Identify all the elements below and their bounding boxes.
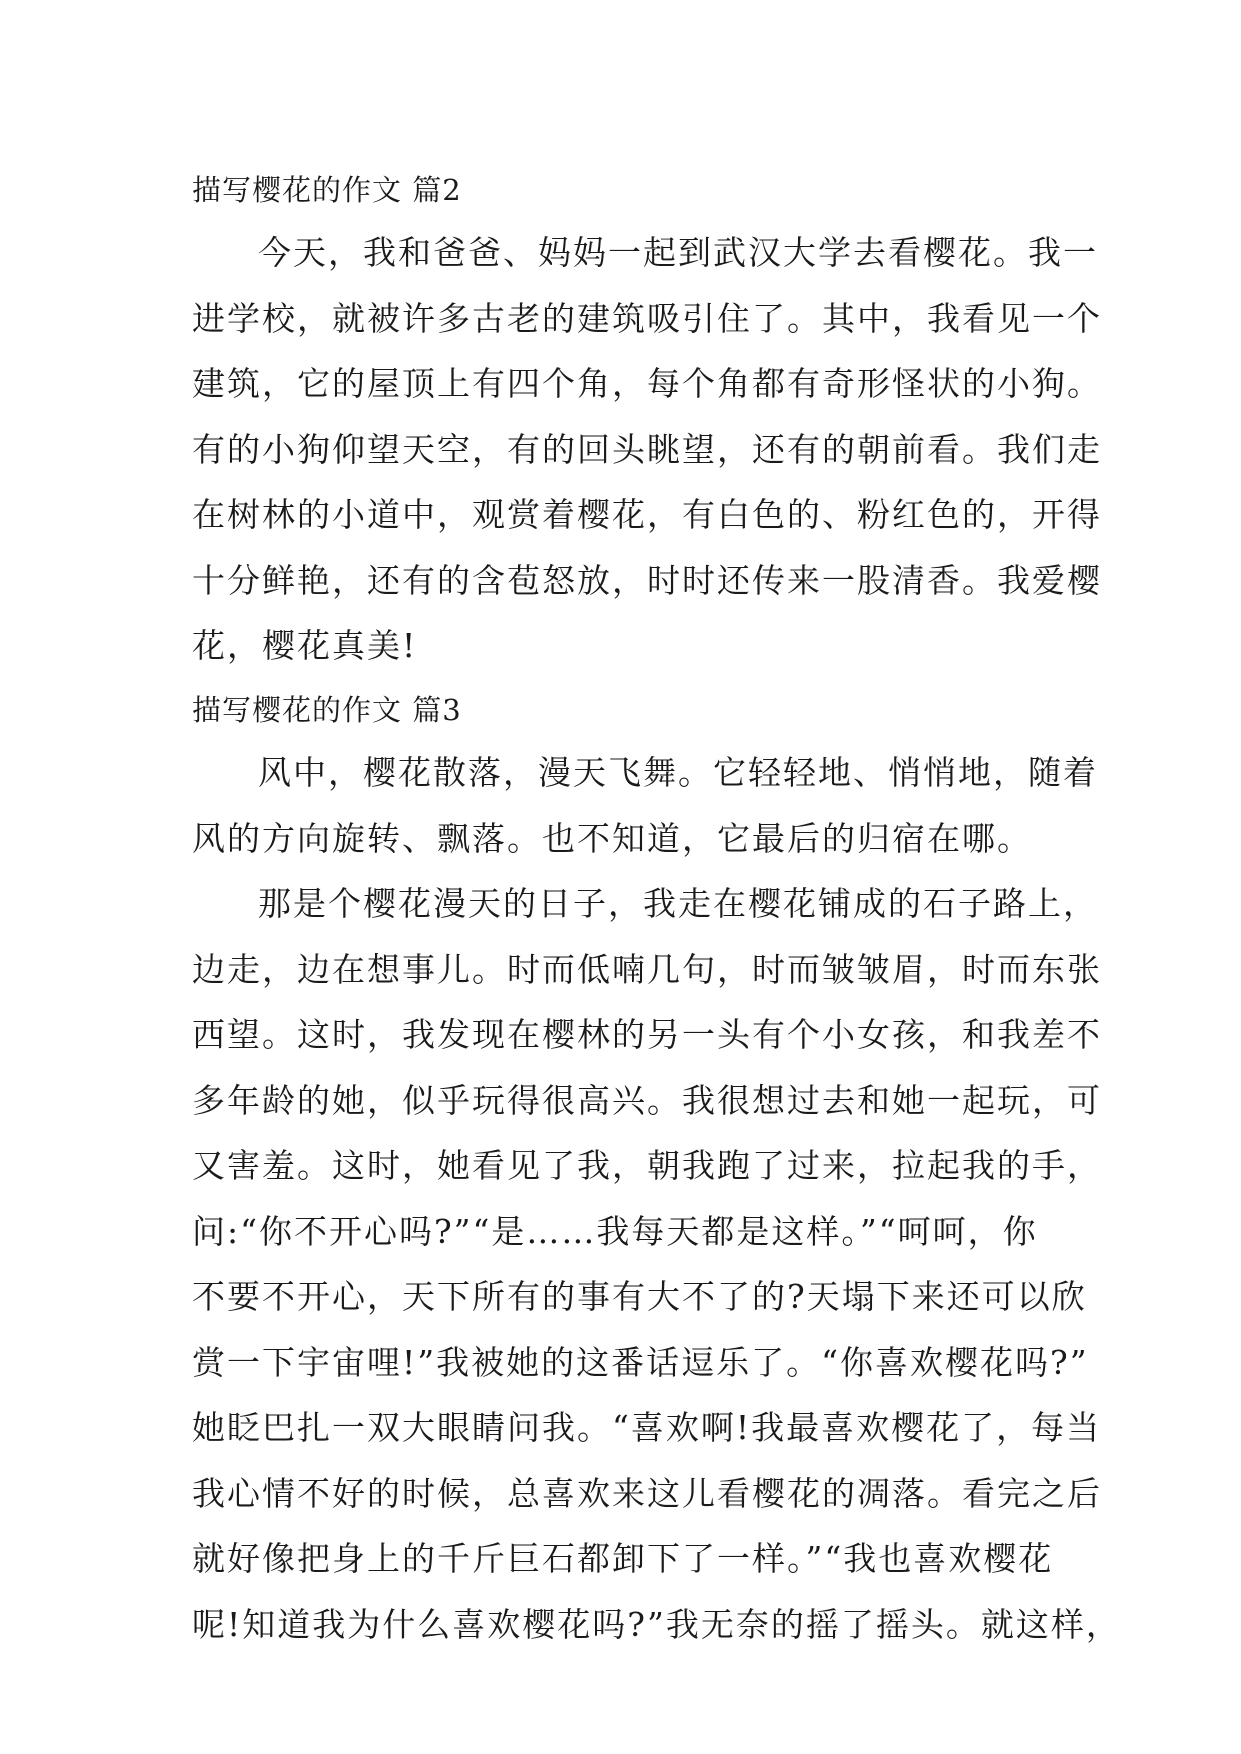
paragraph-line: 今天，我和爸爸、妈妈一起到武汉大学去看樱花。我一 <box>258 233 1098 272</box>
essay-section-3 <box>192 680 1121 1657</box>
paragraph-line: 问:“你不开心吗?”“是……我每天都是这样。”“呵呵，你 <box>192 1211 1038 1251</box>
section-heading: 描写樱花的作文 篇2 <box>192 173 462 207</box>
paragraph-line: 呢!知道我为什么喜欢樱花吗?”我无奈的摇了摇头。就这样， <box>192 1604 1121 1644</box>
paragraph-line: 就好像把身上的千斤巨石都卸下了一样。”“我也喜欢樱花 <box>192 1539 1054 1578</box>
paragraph-line: 风的方向旋转、飘落。也不知道，它最后的归宿在哪。 <box>192 818 1032 858</box>
paragraph-line: 赏一下宇宙哩!”我被她的这番话逗乐了。“你喜欢樱花吗?” <box>192 1342 1089 1382</box>
paragraph-line: 我心情不好的时候，总喜欢来这儿看樱花的凋落。看完之后 <box>192 1473 1102 1513</box>
paragraph-line: 建筑，它的屋顶上有四个角，每个角都有奇形怪状的小狗。 <box>192 364 1102 403</box>
paragraph-line: 有的小狗仰望天空，有的回头眺望，还有的朝前看。我们走 <box>192 429 1102 469</box>
paragraph-line: 十分鲜艳，还有的含苞怒放，时时还传来一股清香。我爱樱 <box>192 560 1102 600</box>
paragraph-line: 边走，边在想事儿。时而低喃几句，时而皱皱眉，时而东张 <box>192 949 1102 989</box>
paragraph-line: 在树林的小道中，观赏着樱花，有白色的、粉红色的，开得 <box>192 495 1102 534</box>
paragraph-line: 又害羞。这时，她看见了我，朝我跑了过来，拉起我的手， <box>192 1146 1102 1185</box>
paragraph-line: 不要不开心，天下所有的事有大不了的?天塌下来还可以欣 <box>192 1277 1087 1316</box>
paragraph-line: 进学校，就被许多古老的建筑吸引住了。其中，我看见一个 <box>192 298 1102 338</box>
paragraph-line: 她眨巴扎一双大眼睛问我。“喜欢啊!我最喜欢樱花了，每当 <box>192 1408 1102 1447</box>
paragraph-line: 那是个樱花漫天的日子，我走在樱花铺成的石子路上， <box>258 884 1098 923</box>
paragraph-line: 风中，樱花散落，漫天飞舞。它轻轻地、悄悄地，随着 <box>258 753 1098 792</box>
paragraph-line: 西望。这时，我发现在樱林的另一头有个小女孩，和我差不 <box>192 1015 1102 1054</box>
essay-section-2 <box>192 160 1102 679</box>
section-heading: 描写樱花的作文 篇3 <box>192 693 462 727</box>
paragraph-line: 花，樱花真美! <box>192 626 418 665</box>
paragraph-line: 多年龄的她，似乎玩得很高兴。我很想过去和她一起玩，可 <box>192 1080 1102 1120</box>
